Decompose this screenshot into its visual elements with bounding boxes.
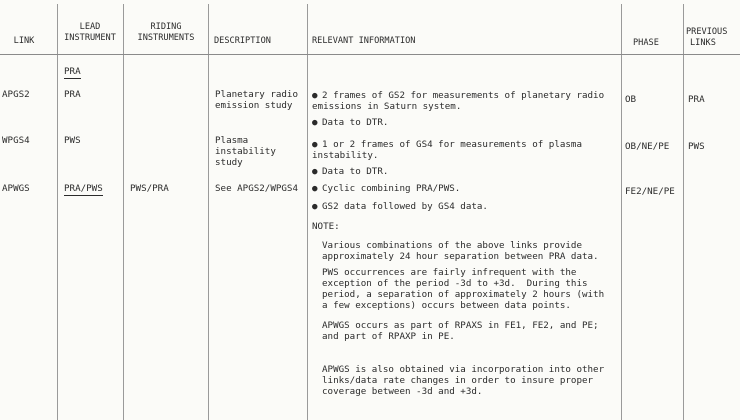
- header-previous-links-line2: LINKS: [690, 38, 716, 48]
- bullet-icon: ●: [312, 90, 318, 101]
- lead-text: PRA/PWS: [64, 183, 103, 194]
- header-description: DESCRIPTION: [214, 36, 271, 46]
- row-2-info-1: [312, 139, 582, 161]
- row-3-phase: FE2/NE/PE: [625, 186, 675, 197]
- row-2-description: Plasma instability study: [215, 135, 276, 168]
- header-lead-instrument-line1: LEAD: [79, 22, 101, 32]
- row-2-phase: OB/NE/PE: [625, 141, 670, 152]
- lead-heading-text: PRA: [64, 66, 81, 77]
- info-text: GS2 data followed by GS4 data.: [322, 201, 488, 212]
- note-paragraph-1: Various combinations of the above links provide approximately 24 hour separation between PRA data.: [322, 240, 599, 262]
- info-text: Data to DTR.: [322, 166, 389, 177]
- row-1-previous: PRA: [688, 94, 705, 105]
- column-rule: [208, 4, 209, 420]
- header-lead-instrument-line2: INSTRUMENT: [64, 33, 116, 43]
- info-text: 2 frames of GS2 for measurements of planetary radio emissions in Saturn system.: [312, 90, 605, 112]
- column-rule: [683, 4, 684, 420]
- info-text: 1 or 2 frames of GS4 for measurements of plasma instability.: [312, 139, 582, 161]
- column-rule: [123, 4, 124, 420]
- header-riding-instruments-line2: INSTRUMENTS: [137, 33, 195, 43]
- header-rule: [0, 54, 740, 55]
- header-phase: PHASE: [633, 38, 659, 48]
- header-previous-links-line1: PREVIOUS: [686, 27, 728, 37]
- row-2-lead: PWS: [64, 135, 81, 146]
- row-3-riding: PWS/PRA: [130, 183, 169, 194]
- header-link: LINK: [13, 36, 35, 46]
- row-3-info-1: [312, 183, 460, 194]
- row-2-link: WPGS4: [2, 135, 30, 146]
- note-paragraph-3: APWGS occurs as part of RPAXS in FE1, FE2, and PE; and part of RPAXP in PE.: [322, 320, 599, 342]
- header-relevant-information: RELEVANT INFORMATION: [312, 36, 416, 46]
- row-1-lead: PRA: [64, 89, 81, 100]
- bullet-icon: ●: [312, 201, 318, 212]
- info-text: Data to DTR.: [322, 117, 389, 128]
- row-2-info-2: [312, 166, 388, 177]
- info-text: Cyclic combining PRA/PWS.: [322, 183, 461, 194]
- row-1-phase: OB: [625, 94, 637, 105]
- row-3-info-2: [312, 201, 488, 212]
- note-paragraph-4: APWGS is also obtained via incorporation into other links/data rate changes in order to insure proper coverage between -3d and +3d.: [322, 364, 605, 397]
- row-1-info-1: [312, 90, 604, 112]
- row-2-previous: PWS: [688, 141, 705, 152]
- row-3-description: See APGS2/WPGS4: [215, 183, 298, 194]
- bullet-icon: ●: [312, 117, 318, 128]
- column-rule: [307, 4, 308, 420]
- row-3-link: APWGS: [2, 183, 30, 194]
- note-label: NOTE:: [312, 221, 340, 232]
- bullet-icon: ●: [312, 183, 318, 194]
- row-3-lead: [64, 183, 103, 194]
- bullet-icon: ●: [312, 166, 318, 177]
- header-riding-instruments-line1: RIDING: [150, 22, 182, 32]
- note-paragraph-2: PWS occurrences are fairly infrequent with the exception of the period -3d to +3d. During this period, a separation of approximately 2 hours (with a few exceptions) occurs between data points.: [322, 267, 605, 311]
- row-1-description: Planetary radio emission study: [215, 89, 298, 111]
- lead-instrument-heading: [64, 66, 81, 77]
- row-1-info-2: [312, 117, 388, 128]
- row-1-link: APGS2: [2, 89, 30, 100]
- column-rule: [57, 4, 58, 420]
- column-rule: [621, 4, 622, 420]
- bullet-icon: ●: [312, 139, 318, 150]
